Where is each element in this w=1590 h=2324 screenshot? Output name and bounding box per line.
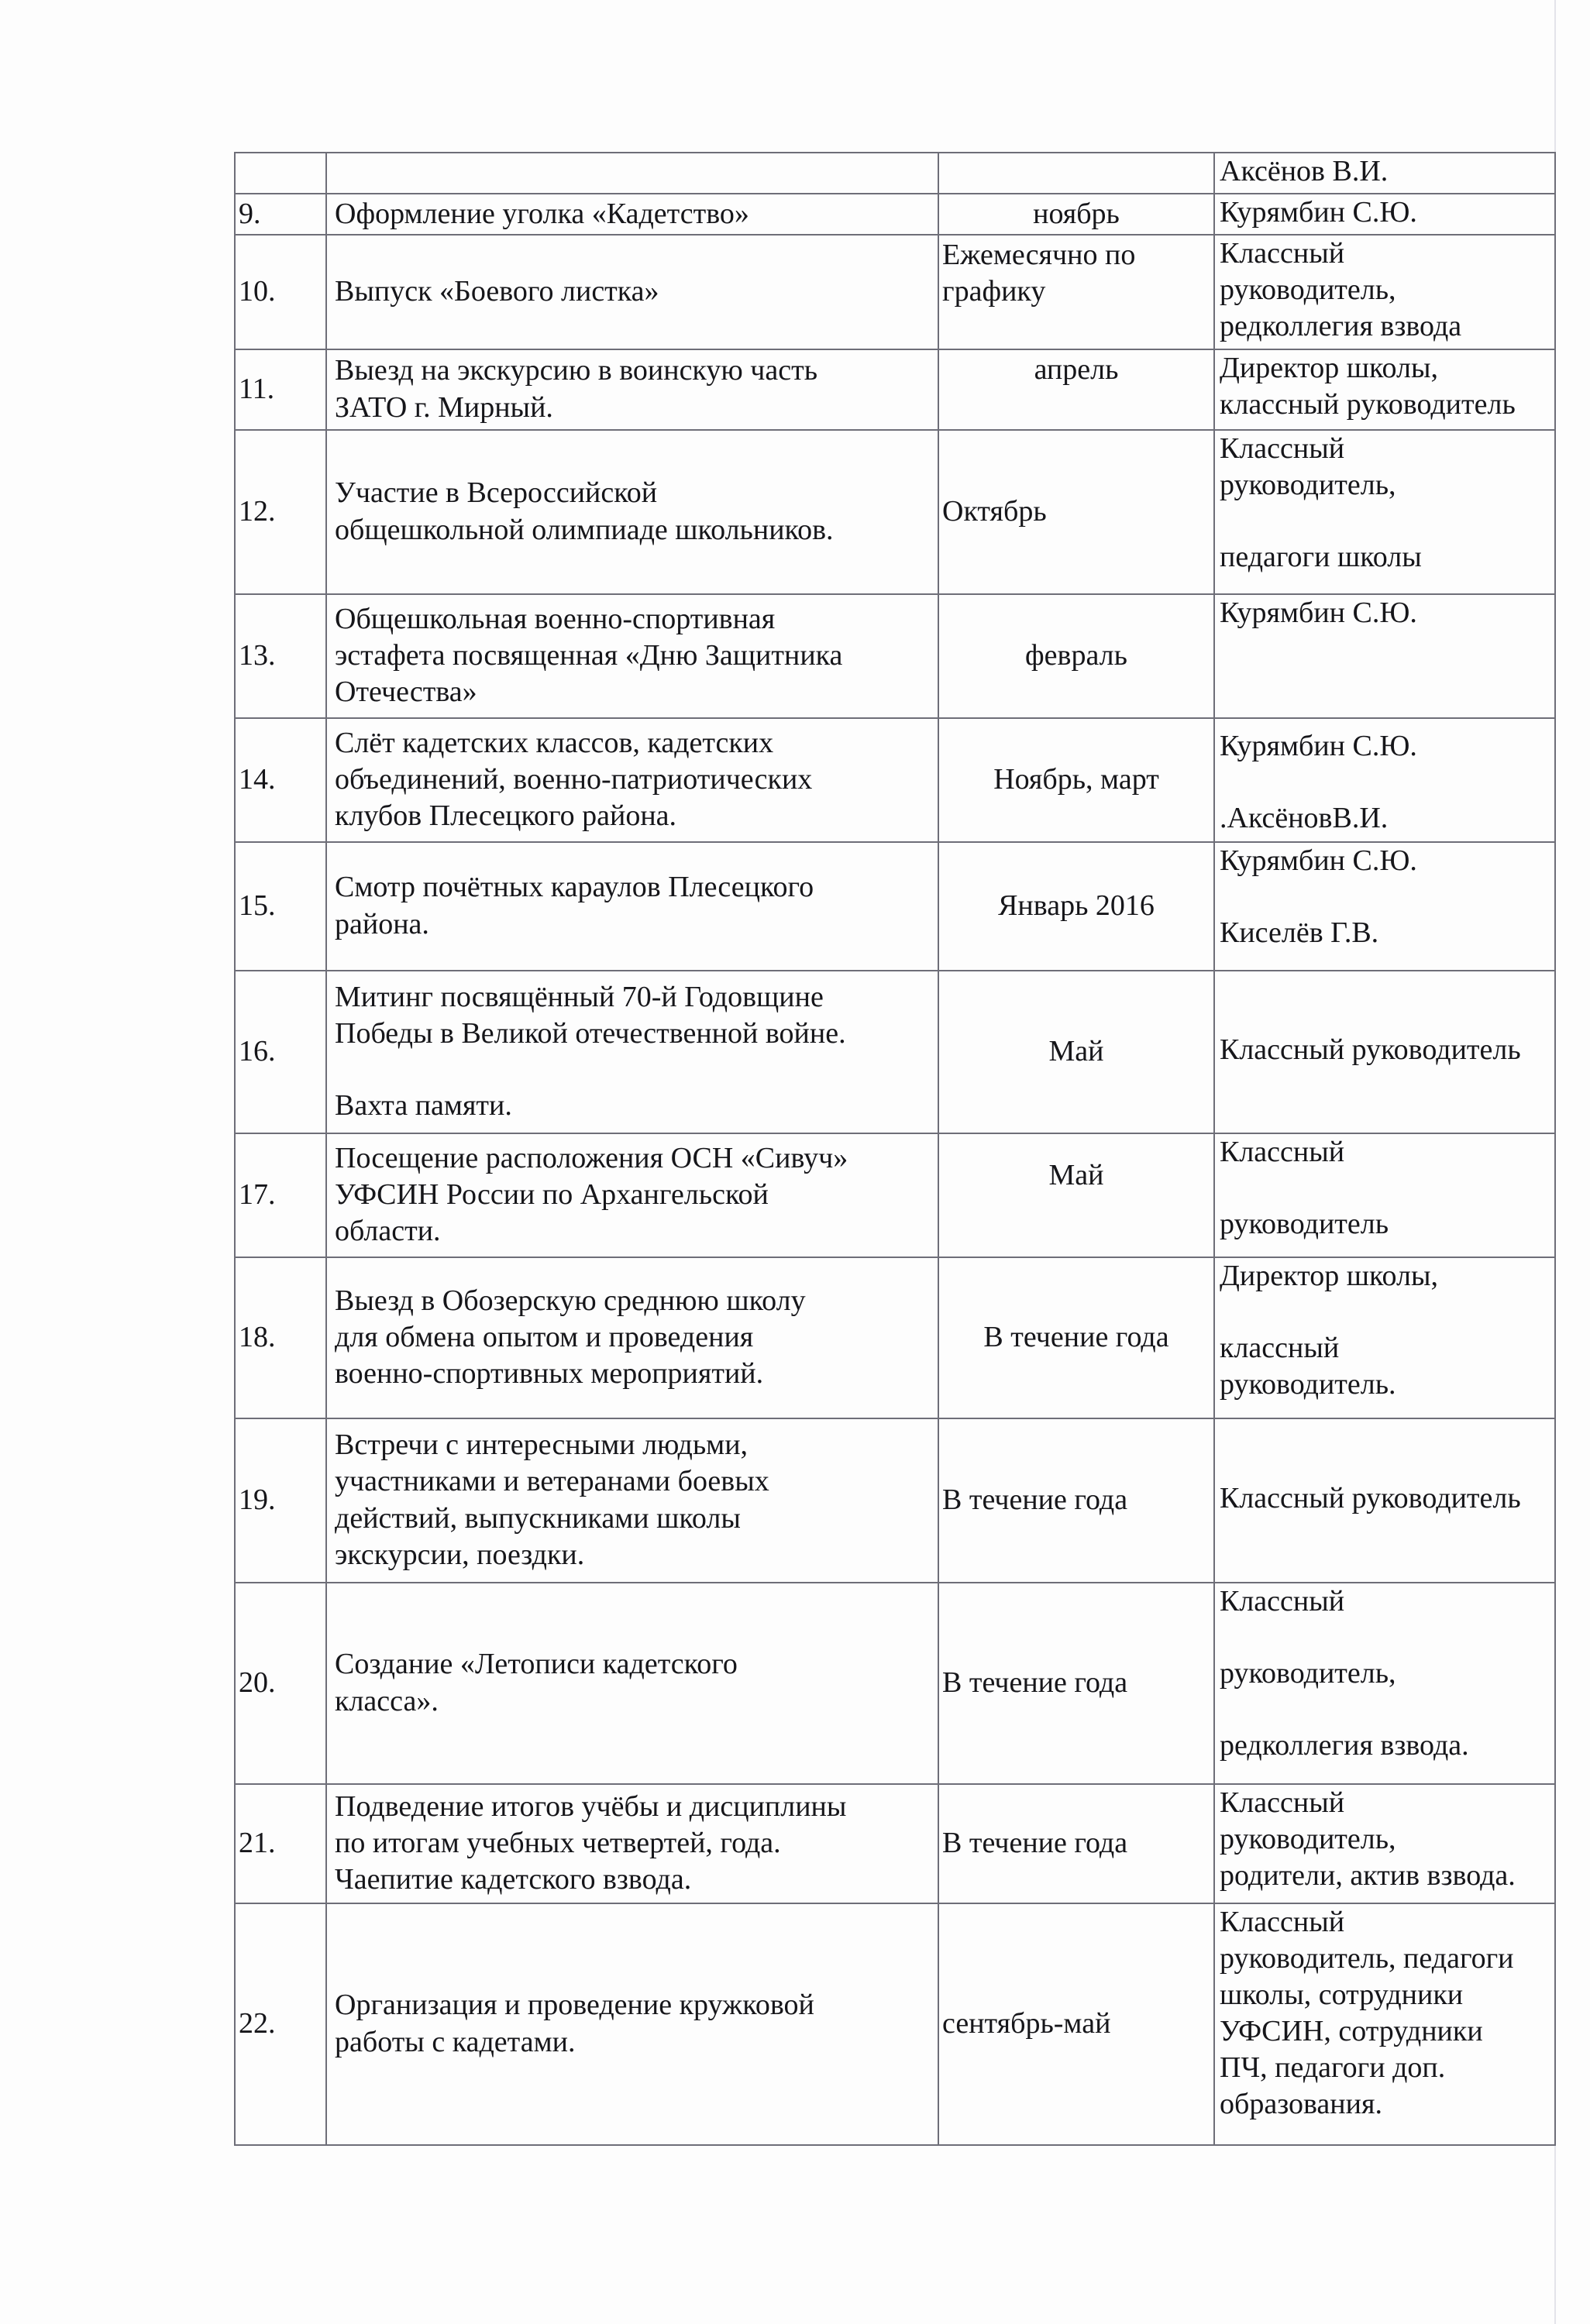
responsible-line: Аксёнов В.И.: [1220, 155, 1389, 187]
row-responsible: [1214, 971, 1555, 1133]
row-activity: [326, 971, 938, 1133]
events-table: [234, 152, 1556, 2146]
row-number: 10.: [235, 235, 326, 349]
table-row: [235, 1784, 1555, 1903]
activity-line: района.: [335, 907, 429, 940]
table-row: [235, 1133, 1555, 1257]
row-responsible: [1214, 1418, 1555, 1583]
row-number: 19.: [235, 1418, 326, 1583]
responsible-line: Курямбин С.Ю.: [1220, 196, 1417, 229]
activity-line: области.: [335, 1215, 441, 1248]
activity-line: ЗАТО г. Мирный.: [335, 390, 553, 424]
activity-line: Отечества»: [335, 676, 477, 709]
row-number: 22.: [235, 1903, 326, 2145]
activity-line: Выезд в Обозерскую среднюю школу: [335, 1284, 806, 1317]
row-activity: [326, 718, 938, 842]
activity-line: Участие в Всероссийской: [335, 476, 658, 510]
activity-line: Чаепитие кадетского взвода.: [335, 1863, 692, 1896]
row-date: Январь 2016: [938, 842, 1214, 971]
row-activity: [326, 1133, 938, 1257]
row-responsible: [1214, 1784, 1555, 1903]
table-row: [235, 842, 1555, 971]
activity-line: Посещение расположения ОСН «Сивуч»: [335, 1141, 848, 1174]
activity-line: эстафета посвященная «Дню Защитника: [335, 638, 843, 672]
row-date: Ноябрь, март: [938, 718, 1214, 842]
table-row: [235, 971, 1555, 1133]
table-row: [235, 1583, 1555, 1784]
responsible-line: руководитель: [1220, 1207, 1389, 1240]
responsible-line: образования.: [1220, 2088, 1382, 2121]
row-date: февраль: [938, 594, 1214, 718]
row-responsible: [1214, 1257, 1555, 1418]
activity-line: экскурсии, поездки.: [335, 1538, 585, 1571]
row-responsible: [1214, 153, 1555, 194]
responsible-line: руководитель,: [1220, 1822, 1396, 1855]
row-number: 14.: [235, 718, 326, 842]
row-activity: [326, 842, 938, 971]
activity-line: объединений, военно-патриотических: [335, 762, 813, 796]
responsible-line: классный: [1220, 1331, 1340, 1364]
row-activity: [326, 430, 938, 594]
row-activity: [326, 349, 938, 430]
row-responsible: [1214, 1133, 1555, 1257]
row-activity: [326, 1903, 938, 2145]
responsible-line: Директор школы,: [1220, 351, 1438, 384]
activity-line: общешкольной олимпиаде школьников.: [335, 513, 834, 546]
activity-line: УФСИН России по Архангельской: [335, 1177, 769, 1211]
responsible-line: Курямбин С.Ю.: [1220, 844, 1417, 877]
row-date: Октябрь: [938, 430, 1214, 594]
responsible-line: редколлегия взвода: [1220, 310, 1462, 343]
row-number: 13.: [235, 594, 326, 718]
activity-line: Создание «Летописи кадетского: [335, 1648, 738, 1681]
responsible-line: Директор школы,: [1220, 1259, 1438, 1292]
responsible-line: руководитель,: [1220, 468, 1396, 501]
row-date: сентябрь-май: [938, 1903, 1214, 2145]
row-number: 17.: [235, 1133, 326, 1257]
spacer: [1220, 1171, 1551, 1206]
row-responsible: [1214, 1903, 1555, 2145]
responsible-line: УФСИН, сотрудники: [1220, 2014, 1483, 2047]
activity-line: класса».: [335, 1684, 439, 1717]
responsible-line: ПЧ, педагоги доп.: [1220, 2051, 1446, 2084]
responsible-line: Классный: [1220, 1584, 1345, 1618]
responsible-line: Классный: [1220, 237, 1345, 270]
responsible-line: родители, актив взвода.: [1220, 1858, 1516, 1892]
spacer: [1220, 765, 1551, 800]
row-number: [235, 153, 326, 194]
activity-line: военно-спортивных мероприятий.: [335, 1357, 764, 1391]
table-row: [235, 1257, 1555, 1418]
activity-line: Общешкольная военно-спортивная: [335, 602, 776, 635]
row-number: 21.: [235, 1784, 326, 1903]
row-number: 16.: [235, 971, 326, 1133]
spacer: [1220, 879, 1551, 915]
row-number: 15.: [235, 842, 326, 971]
responsible-line: Классный руководитель: [1220, 1033, 1521, 1066]
responsible-line: Классный: [1220, 1135, 1345, 1168]
responsible-line: руководитель,: [1220, 273, 1396, 307]
table-row: [235, 194, 1555, 235]
row-number: 12.: [235, 430, 326, 594]
spacer: [1220, 1294, 1551, 1330]
responsible-line: Классный: [1220, 431, 1345, 465]
row-responsible: [1214, 194, 1555, 235]
row-responsible: [1214, 594, 1555, 718]
activity-line: участниками и ветеранами боевых: [335, 1465, 769, 1498]
row-responsible: [1214, 349, 1555, 430]
row-activity: [326, 235, 938, 349]
responsible-line: редколлегия взвода.: [1220, 1728, 1469, 1762]
row-number: 11.: [235, 349, 326, 430]
row-date: В течение года: [938, 1583, 1214, 1784]
responsible-line: Киселёв Г.В.: [1220, 916, 1379, 949]
row-date: Май: [938, 1133, 1214, 1257]
spacer: [335, 1052, 933, 1088]
activity-line: Встречи с интересными людьми,: [335, 1428, 749, 1462]
row-activity: [326, 594, 938, 718]
table-row: [235, 718, 1555, 842]
row-date: Ежемесячно по графику: [938, 235, 1214, 349]
responsible-line: Классный: [1220, 1786, 1345, 1819]
row-activity: [326, 153, 938, 194]
table-row: [235, 1418, 1555, 1583]
row-date: В течение года: [938, 1784, 1214, 1903]
row-responsible: [1214, 1583, 1555, 1784]
row-activity: [326, 194, 938, 235]
row-responsible: [1214, 430, 1555, 594]
responsible-line: Курямбин С.Ю.: [1220, 729, 1417, 762]
row-activity: [326, 1257, 938, 1418]
row-date: ноябрь: [938, 194, 1214, 235]
row-number: 9.: [235, 194, 326, 235]
activity-line: Подведение итогов учёбы и дисциплины: [335, 1789, 847, 1823]
row-date: В течение года: [938, 1418, 1214, 1583]
row-number: 20.: [235, 1583, 326, 1784]
table-row: [235, 153, 1555, 194]
spacer: [1220, 1620, 1551, 1655]
row-number: 18.: [235, 1257, 326, 1418]
row-activity: [326, 1784, 938, 1903]
activity-line: Организация и проведение кружковой: [335, 1989, 814, 2022]
activity-line: Митинг посвящённый 70-й Годовщине: [335, 980, 824, 1013]
activity-line: клубов Плесецкого района.: [335, 799, 677, 833]
row-responsible: [1214, 842, 1555, 971]
responsible-line: педагоги школы: [1220, 540, 1422, 573]
row-activity: [326, 1418, 938, 1583]
activity-line: Выезд на экскурсию в воинскую часть: [335, 354, 818, 387]
activity-line: Оформление уголка «Кадетство»: [335, 198, 749, 231]
row-responsible: [1214, 235, 1555, 349]
table-row: [235, 349, 1555, 430]
responsible-line: школы, сотрудники: [1220, 1978, 1464, 2011]
row-responsible: [1214, 718, 1555, 842]
responsible-line: Классный руководитель: [1220, 1481, 1521, 1514]
table-row: [235, 430, 1555, 594]
activity-line: Победы в Великой отечественной войне.: [335, 1016, 846, 1050]
activity-line: Смотр почётных караулов Плесецкого: [335, 871, 814, 904]
table-row: [235, 235, 1555, 349]
responsible-line: .АксёновВ.И.: [1220, 801, 1389, 834]
row-date: апрель: [938, 349, 1214, 430]
activity-line: Вахта памяти.: [335, 1089, 512, 1122]
activity-line: Выпуск «Боевого листка»: [335, 275, 659, 308]
responsible-line: руководитель, педагоги: [1220, 1941, 1514, 1975]
responsible-line: классный руководитель: [1220, 387, 1516, 421]
activity-line: работы с кадетами.: [335, 2025, 576, 2058]
responsible-line: руководитель.: [1220, 1367, 1396, 1401]
activity-line: по итогам учебных четвертей, года.: [335, 1826, 781, 1859]
spacer: [1220, 1692, 1551, 1728]
spacer: [1220, 504, 1551, 539]
table-row: [235, 594, 1555, 718]
row-date: В течение года: [938, 1257, 1214, 1418]
table-row: [235, 1903, 1555, 2145]
responsible-line: Классный: [1220, 1905, 1345, 1938]
activity-line: для обмена опытом и проведения: [335, 1320, 754, 1353]
activity-line: действий, выпускниками школы: [335, 1501, 741, 1535]
responsible-line: руководитель,: [1220, 1656, 1396, 1690]
row-activity: [326, 1583, 938, 1784]
row-date: Май: [938, 971, 1214, 1133]
responsible-line: Курямбин С.Ю.: [1220, 596, 1417, 629]
row-date: [938, 153, 1214, 194]
activity-line: Слёт кадетских классов, кадетских: [335, 726, 774, 759]
